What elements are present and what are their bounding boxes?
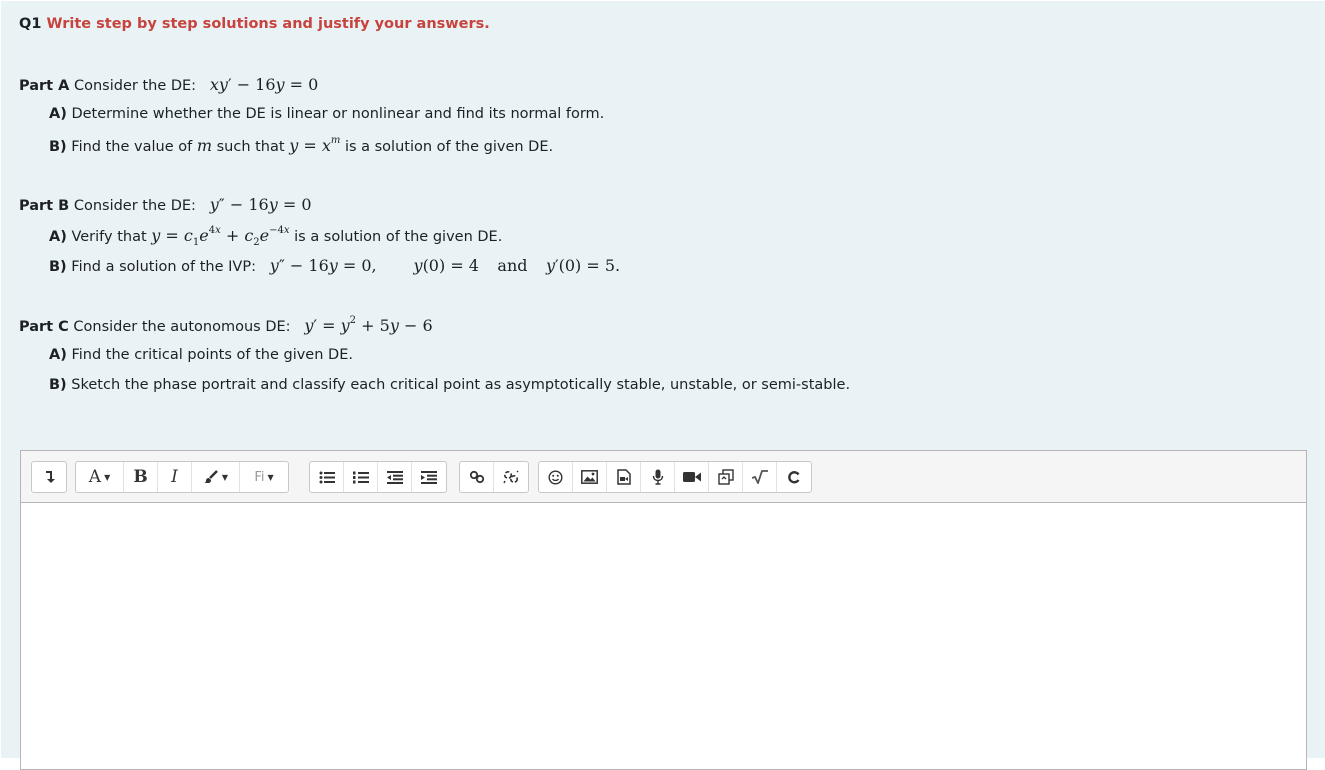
font-family-icon: Fi (254, 469, 265, 485)
part-b-general-solution: $y = c_1e^{4x} + c_2e^{-4x}$ (151, 224, 290, 249)
part-a-item-b-text2: such that (216, 139, 285, 155)
part-b-item-b-text: Find a solution of the IVP: (71, 259, 256, 275)
part-b-ivp-condition-1: y(0) = 4 (413, 256, 479, 275)
undo-button[interactable] (777, 462, 811, 492)
question-instruction: Write step by step solutions and justify your answers. (46, 16, 490, 32)
emoji-button[interactable] (539, 462, 573, 492)
media-button[interactable] (607, 462, 641, 492)
link-icon (469, 470, 485, 484)
font-color-button[interactable] (192, 462, 240, 492)
part-a-item-b (49, 136, 553, 155)
part-b-item-a-text1: Verify that (71, 229, 147, 245)
collapse-icon (43, 470, 55, 484)
bold-icon: B (133, 467, 148, 487)
part-b-intro: Consider the DE: (73, 198, 196, 214)
part-a-item-a-label: A) (49, 106, 67, 122)
toolbar-group-collapse (31, 461, 67, 493)
part-c-item-b-text: Sketch the phase portrait and classify each critical point as asymptotically stable, unstable, or semi-stable. (71, 377, 851, 393)
link-button[interactable] (460, 462, 494, 492)
chevron-down-icon: ▼ (221, 472, 229, 482)
part-a-trial-solution: $y = x^m$ (289, 134, 341, 155)
collapse-button[interactable] (32, 462, 66, 492)
unlink-icon (503, 470, 519, 484)
brush-icon (203, 470, 219, 484)
part-b-item-b (49, 256, 620, 275)
question-panel (1, 1, 1325, 758)
part-b-item-a-label: A) (49, 229, 67, 245)
part-b-heading (19, 195, 312, 214)
editor-toolbar (21, 451, 1306, 503)
toolbar-group-insert (538, 461, 812, 493)
part-c-item-a (49, 347, 353, 363)
record-video-button[interactable] (675, 462, 709, 492)
part-c-label: Part C (19, 319, 69, 335)
part-b-ivp-equation: y″ − 16y = 0, (269, 256, 377, 275)
part-b-item-a (49, 226, 502, 248)
answer-editor (20, 450, 1307, 770)
unlink-button[interactable] (494, 462, 528, 492)
font-size-button[interactable] (76, 462, 124, 492)
part-a-m-symbol: m (196, 136, 212, 155)
undo-icon (787, 470, 801, 484)
emoji-icon (548, 470, 563, 485)
chevron-down-icon: ▼ (104, 472, 111, 482)
question-header (19, 16, 490, 32)
part-a-item-b-text3: is a solution of the given DE. (344, 139, 554, 155)
indent-icon (421, 471, 437, 484)
equation-icon (752, 470, 768, 484)
unordered-list-icon (319, 471, 335, 484)
part-c-intro: Consider the autonomous DE: (73, 319, 291, 335)
image-button[interactable] (573, 462, 607, 492)
part-c-item-a-text: Find the critical points of the given DE. (71, 347, 353, 363)
outdent-icon (387, 471, 403, 484)
image-icon (581, 470, 598, 484)
italic-icon: I (171, 467, 178, 487)
part-c-item-b-label: B) (49, 377, 67, 393)
indent-button[interactable] (412, 462, 446, 492)
part-b-ivp-condition-2: y′(0) = 5. (545, 256, 621, 275)
part-c-item-b (49, 377, 850, 393)
font-family-button[interactable] (240, 462, 288, 492)
outdent-button[interactable] (378, 462, 412, 492)
italic-button[interactable] (158, 462, 192, 492)
part-a-item-b-label: B) (49, 139, 67, 155)
part-c-heading (19, 316, 433, 335)
media-icon (617, 469, 631, 485)
part-a-equation: xy′ − 16y = 0 (209, 75, 319, 94)
question-number: Q1 (19, 16, 42, 32)
part-a-heading (19, 75, 318, 94)
ordered-list-button[interactable] (344, 462, 378, 492)
part-b-ivp-and: and (497, 256, 528, 275)
chevron-down-icon: ▼ (267, 472, 274, 482)
manage-files-icon (718, 469, 734, 485)
unordered-list-button[interactable] (310, 462, 344, 492)
part-c-equation: $y' = y^2 + 5y - 6$ (304, 314, 433, 335)
manage-files-button[interactable] (709, 462, 743, 492)
record-video-icon (683, 471, 701, 483)
record-audio-button[interactable] (641, 462, 675, 492)
toolbar-group-style (75, 461, 289, 493)
part-b-item-a-text2: is a solution of the given DE. (294, 229, 503, 245)
part-a-intro: Consider the DE: (73, 78, 197, 94)
part-b-label: Part B (19, 198, 70, 214)
part-a-label: Part A (19, 78, 70, 94)
record-audio-icon (652, 469, 664, 485)
part-c-item-a-label: A) (49, 347, 67, 363)
part-a-item-a-text: Determine whether the DE is linear or nonlinear and find its normal form. (71, 106, 605, 122)
part-b-equation: y″ − 16y = 0 (209, 195, 312, 214)
answer-text-area[interactable] (21, 504, 1306, 769)
part-a-item-a (49, 106, 604, 122)
ordered-list-icon (353, 471, 369, 484)
toolbar-group-lists (309, 461, 447, 493)
part-a-item-b-text1: Find the value of (71, 139, 193, 155)
bold-button[interactable] (124, 462, 158, 492)
part-b-item-b-label: B) (49, 259, 67, 275)
font-size-icon: A (88, 467, 102, 487)
equation-button[interactable] (743, 462, 777, 492)
toolbar-group-links (459, 461, 529, 493)
